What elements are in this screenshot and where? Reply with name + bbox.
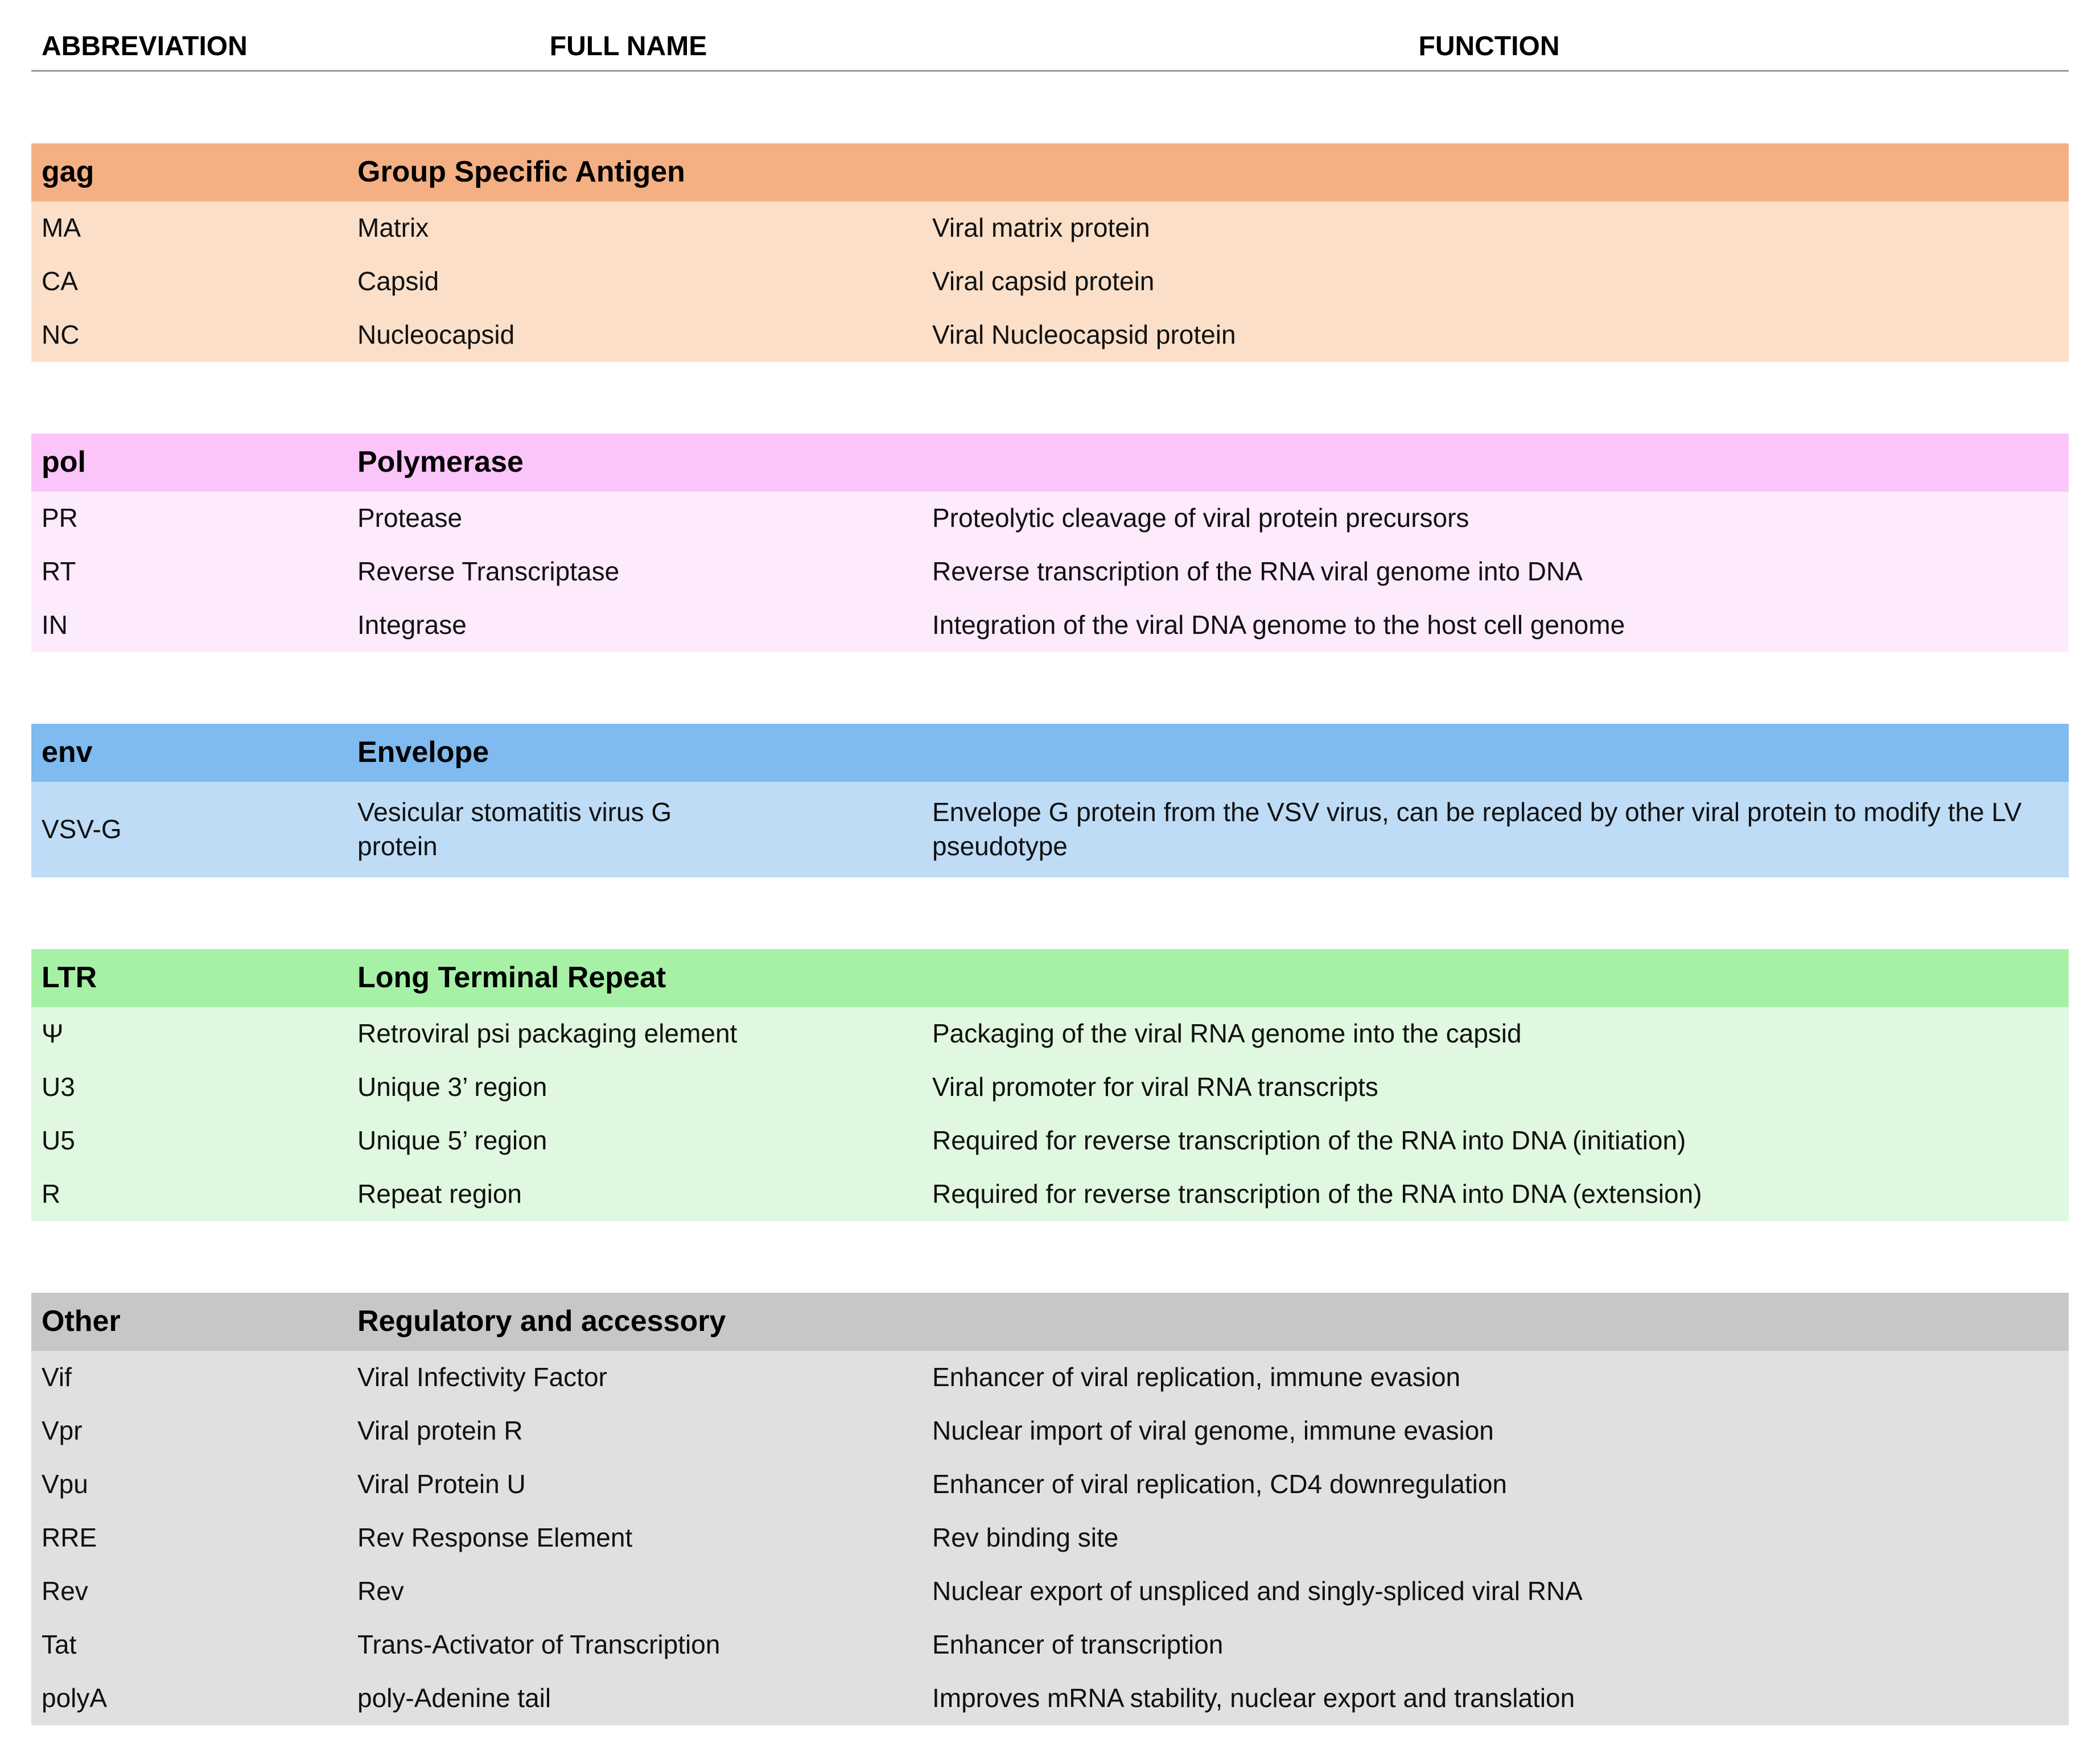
abbreviation-cell: PR xyxy=(42,503,78,533)
section-gag xyxy=(31,143,2069,362)
full-name-cell: Nucleocapsid xyxy=(357,320,515,350)
section-title: Long Terminal Repeat xyxy=(357,960,666,994)
section-header-row xyxy=(31,143,2069,201)
section-ltr xyxy=(31,949,2069,1221)
abbreviation-cell: VSV-G xyxy=(42,814,122,844)
function-cell: Enhancer of transcription xyxy=(932,1629,1224,1659)
table-row xyxy=(31,1061,2069,1114)
abbreviation-cell: Rev xyxy=(42,1576,88,1606)
abbreviation-cell: Vpu xyxy=(42,1469,88,1499)
function-cell: Envelope G protein from the VSV virus, can be replaced by other viral protein to modify the LV pseudotype xyxy=(932,797,2022,861)
function-cell: Nuclear export of unspliced and singly-spliced viral RNA xyxy=(932,1576,1583,1606)
full-name-cell: Rev xyxy=(357,1576,404,1606)
section-env xyxy=(31,724,2069,877)
section-header-row xyxy=(31,724,2069,782)
abbreviation-cell: Vpr xyxy=(42,1415,83,1445)
section-key: pol xyxy=(42,446,86,479)
abbreviation-cell: Ψ xyxy=(42,1018,64,1048)
abbreviation-cell: CA xyxy=(42,266,78,296)
table-row xyxy=(31,1511,2069,1565)
abbreviation-cell: Tat xyxy=(42,1629,77,1659)
function-cell: Rev binding site xyxy=(932,1522,1119,1552)
column-header-row xyxy=(31,24,2069,72)
full-name-cell: Capsid xyxy=(357,266,439,296)
table-row xyxy=(31,782,2069,877)
table-row xyxy=(31,1007,2069,1061)
function-cell: Reverse transcription of the RNA viral genome into DNA xyxy=(932,556,1583,587)
full-name-cell: Vesicular stomatitis virus G protein xyxy=(357,797,672,861)
table-row xyxy=(31,1618,2069,1672)
function-cell: Nuclear import of viral genome, immune evasion xyxy=(932,1415,1494,1445)
section-header-row xyxy=(31,949,2069,1007)
section-key: LTR xyxy=(42,960,97,994)
table-sections xyxy=(31,143,2069,1725)
function-cell: Enhancer of viral replication, CD4 downregulation xyxy=(932,1469,1508,1499)
table-row xyxy=(31,1672,2069,1725)
table-row xyxy=(31,255,2069,308)
function-cell: Viral Nucleocapsid protein xyxy=(932,320,1236,350)
abbreviation-cell: MA xyxy=(42,213,81,243)
abbreviation-cell: U3 xyxy=(42,1071,75,1102)
full-name-cell: Rev Response Element xyxy=(357,1522,633,1552)
function-cell: Improves mRNA stability, nuclear export and translation xyxy=(932,1683,1575,1713)
function-cell: Viral promoter for viral RNA transcripts xyxy=(932,1071,1378,1102)
section-title: Regulatory and accessory xyxy=(357,1304,726,1338)
section-other xyxy=(31,1293,2069,1725)
column-header-full-name: FULL NAME xyxy=(549,31,707,62)
function-cell: Required for reverse transcription of the RNA into DNA (extension) xyxy=(932,1178,1702,1209)
abbreviation-cell: Vif xyxy=(42,1362,72,1392)
full-name-cell: Matrix xyxy=(357,213,429,243)
full-name-cell: poly-Adenine tail xyxy=(357,1683,551,1713)
abbreviation-cell: RRE xyxy=(42,1522,97,1552)
full-name-cell: Viral Infectivity Factor xyxy=(357,1362,607,1392)
full-name-cell: Trans-Activator of Transcription xyxy=(357,1629,720,1659)
section-header-row xyxy=(31,1293,2069,1351)
table-row xyxy=(31,1404,2069,1458)
section-title: Group Specific Antigen xyxy=(357,155,685,189)
section-header-row xyxy=(31,434,2069,492)
section-title: Envelope xyxy=(357,736,489,769)
function-cell: Viral capsid protein xyxy=(932,266,1155,296)
function-cell: Proteolytic cleavage of viral protein precursors xyxy=(932,503,1469,533)
table-row xyxy=(31,1458,2069,1511)
full-name-cell: Viral Protein U xyxy=(357,1469,526,1499)
section-title: Polymerase xyxy=(357,446,524,479)
full-name-cell: Retroviral psi packaging element xyxy=(357,1018,738,1048)
table-row xyxy=(31,1168,2069,1221)
abbreviation-cell: R xyxy=(42,1178,61,1209)
full-name-cell: Protease xyxy=(357,503,463,533)
column-header-abbreviation: ABBREVIATION xyxy=(42,31,248,62)
full-name-cell: Unique 5’ region xyxy=(357,1125,547,1155)
full-name-cell: Repeat region xyxy=(357,1178,522,1209)
abbreviation-cell: polyA xyxy=(42,1683,108,1713)
full-name-cell: Reverse Transcriptase xyxy=(357,556,620,587)
full-name-cell: Integrase xyxy=(357,610,467,640)
table-row xyxy=(31,492,2069,545)
abbreviation-cell: RT xyxy=(42,556,76,587)
function-cell: Enhancer of viral replication, immune evasion xyxy=(932,1362,1461,1392)
section-pol xyxy=(31,434,2069,652)
column-header-function: FUNCTION xyxy=(1418,31,1560,62)
table-row xyxy=(31,545,2069,599)
function-cell: Viral matrix protein xyxy=(932,213,1150,243)
section-key: Other xyxy=(42,1304,121,1338)
function-cell: Required for reverse transcription of the RNA into DNA (initiation) xyxy=(932,1125,1686,1155)
table-row xyxy=(31,1114,2069,1168)
section-key: env xyxy=(42,736,93,769)
section-key: gag xyxy=(42,155,94,189)
table-row xyxy=(31,201,2069,255)
function-cell: Packaging of the viral RNA genome into the capsid xyxy=(932,1018,1522,1048)
table-row xyxy=(31,599,2069,652)
table-row xyxy=(31,1351,2069,1404)
abbreviation-cell: U5 xyxy=(42,1125,75,1155)
full-name-cell: Unique 3’ region xyxy=(357,1071,547,1102)
full-name-cell: Viral protein R xyxy=(357,1415,523,1445)
table-row xyxy=(31,308,2069,362)
abbreviation-cell: NC xyxy=(42,320,80,350)
function-cell: Integration of the viral DNA genome to the host cell genome xyxy=(932,610,1625,640)
table-row xyxy=(31,1565,2069,1618)
abbreviation-cell: IN xyxy=(42,610,68,640)
